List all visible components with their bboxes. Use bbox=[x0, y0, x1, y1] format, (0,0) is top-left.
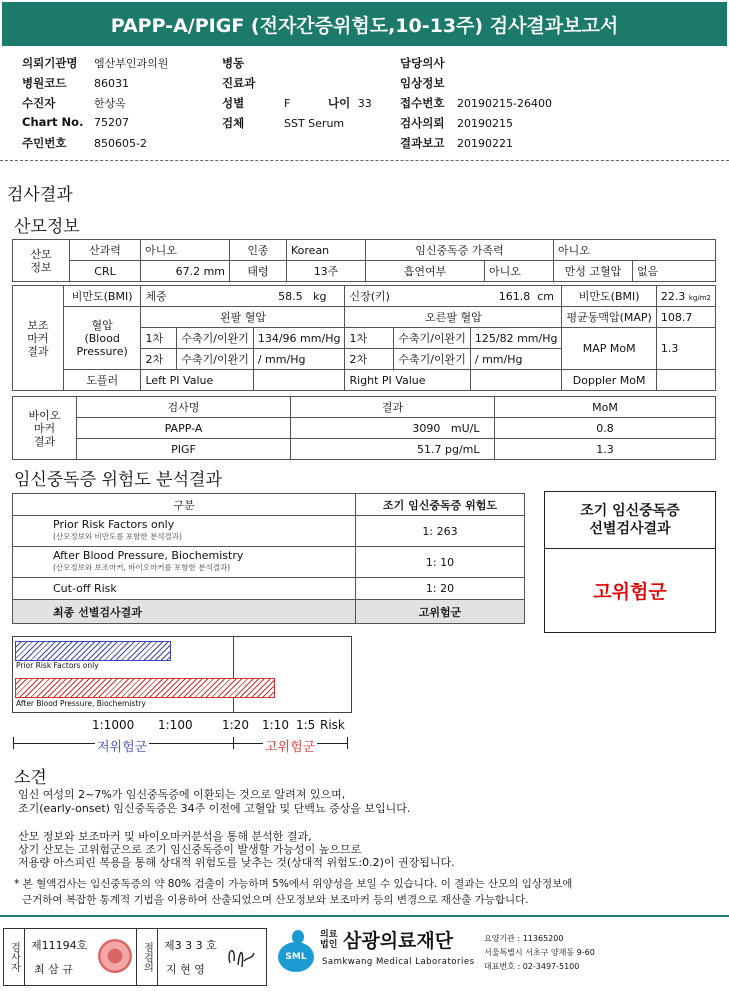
verdict-title: 조기 임신중독증 선별검사결과 bbox=[545, 492, 715, 549]
checker-license: 제3 3 3 호 bbox=[164, 939, 217, 952]
risk-row-name: Cut-off Risk bbox=[13, 578, 356, 600]
history-label: 산과력 bbox=[70, 240, 141, 261]
right-sysdia-1: 수축기/이완기 bbox=[394, 328, 470, 349]
header-field bbox=[222, 95, 290, 111]
bio-header-mom: MoM bbox=[495, 397, 716, 418]
bio-group-label: 바이오 마커 결과 bbox=[13, 397, 77, 460]
ga-label: 태령 bbox=[230, 261, 287, 282]
bio-result: 3090 bbox=[412, 421, 441, 435]
right-pi-label: Right PI Value bbox=[345, 370, 470, 391]
logo-icon: SML bbox=[278, 942, 314, 972]
section-opinion-title: 소견 bbox=[14, 768, 47, 788]
tick-label: 1:5 bbox=[296, 718, 316, 732]
height-label: 신장(키) bbox=[345, 286, 394, 307]
map-mom-value: 1.3 bbox=[656, 328, 715, 370]
right-round2: 2차 bbox=[345, 349, 394, 370]
bio-mom: 1.3 bbox=[495, 439, 716, 460]
header-field-label: 수진자 bbox=[22, 96, 56, 110]
risk-header-value: 조기 임신중독증 위험도 bbox=[356, 494, 525, 516]
header-field-label: 진료과 bbox=[222, 76, 256, 90]
org-english-name: Samkwang Medical Laboratories bbox=[322, 957, 475, 967]
header-field bbox=[22, 75, 129, 91]
signature-box bbox=[3, 928, 267, 986]
bio-result-cell bbox=[291, 439, 495, 460]
bio-result-cell bbox=[291, 418, 495, 439]
checker-name: 지 현 영 bbox=[166, 963, 205, 976]
bio-name: PIGF bbox=[77, 439, 291, 460]
family-history-label: 임신중독증 가족력 bbox=[366, 240, 554, 261]
risk-row-value: 1: 10 bbox=[356, 547, 525, 578]
header-field bbox=[22, 95, 126, 111]
risk-row-sub: (산모정보와 비만도를 포함한 분석결과) bbox=[53, 532, 182, 541]
header-field-value: SST Serum bbox=[284, 117, 345, 130]
bio-header-name: 검사명 bbox=[77, 397, 291, 418]
left-round1: 1차 bbox=[141, 328, 177, 349]
weight-value-cell bbox=[177, 286, 345, 307]
header-field bbox=[400, 115, 513, 131]
htn-label: 만성 고혈압 bbox=[554, 261, 633, 282]
maternal-group-label: 산모 정보 bbox=[13, 240, 70, 282]
checker-label: 점검의 bbox=[136, 929, 158, 985]
header-field-value: 850605-2 bbox=[94, 137, 147, 150]
header-field-label: 주민번호 bbox=[22, 136, 67, 150]
verdict-value: 고위험군 bbox=[593, 580, 667, 603]
header-field-value: 86031 bbox=[94, 77, 129, 90]
header-field-value: F bbox=[284, 97, 291, 110]
left-bp2-value: / mm/Hg bbox=[253, 349, 345, 370]
header-field-label: 의뢰기관명 bbox=[22, 56, 78, 70]
bio-mom: 0.8 bbox=[495, 418, 716, 439]
htn-value: 없음 bbox=[633, 261, 716, 282]
scale-tick-right bbox=[347, 737, 348, 749]
header-field-value: 엠산부인과의원 bbox=[94, 57, 169, 70]
header-field-label: 검사의뢰 bbox=[400, 116, 445, 130]
footer-divider bbox=[0, 915, 729, 917]
race-value: Korean bbox=[287, 240, 366, 261]
header-field-label: Chart No. bbox=[22, 115, 84, 129]
bmi-unit: kg/m2 bbox=[688, 293, 711, 302]
smoking-label: 흡연여부 bbox=[366, 261, 485, 282]
tester-label: 검사자 bbox=[4, 929, 25, 985]
bio-unit: mU/L bbox=[450, 421, 480, 435]
verdict-box bbox=[544, 491, 716, 633]
risk-row-name: Prior Risk Factors only bbox=[53, 518, 175, 531]
opinion-line: 상기 산모는 고위험군으로 조기 임신중독증이 발생할 가능성이 높으므로 bbox=[18, 843, 362, 856]
header-field bbox=[400, 135, 513, 151]
signature-mark bbox=[224, 939, 260, 975]
family-history-value: 아니오 bbox=[554, 240, 716, 261]
maternal-table bbox=[12, 239, 716, 282]
age-value: 33 bbox=[357, 97, 372, 110]
risk-row-value: 1: 20 bbox=[356, 578, 525, 600]
opinion-line: 저용량 아스피린 복용을 통해 상대적 위험도를 낮추는 것(상대적 위험도:0.2)이 권장됩니다. bbox=[18, 856, 455, 869]
header-field-value: 20190215-26400 bbox=[457, 97, 552, 110]
map-value: 108.7 bbox=[656, 307, 715, 328]
tester-license: 제11194호 bbox=[31, 939, 88, 952]
header-field-label: 결과보고 bbox=[400, 136, 445, 150]
tester-name: 최 삼 규 bbox=[34, 963, 73, 976]
header-field bbox=[400, 55, 457, 71]
header-field-value: 20190221 bbox=[457, 137, 513, 150]
risk-table bbox=[12, 493, 525, 624]
prior-risk-bar-label: Prior Risk Factors only bbox=[16, 661, 99, 670]
header-field-value: 20190215 bbox=[457, 117, 513, 130]
header-field-label: 임상정보 bbox=[400, 76, 445, 90]
right-bp-header: 오른팔 혈압 bbox=[345, 307, 562, 328]
table-row bbox=[13, 516, 525, 547]
right-sysdia-2: 수축기/이완기 bbox=[394, 349, 470, 370]
doppler-label: 도플러 bbox=[63, 370, 141, 391]
bio-header-result: 결과 bbox=[291, 397, 495, 418]
header-field-label: 성별 bbox=[222, 96, 245, 110]
table-row bbox=[13, 439, 716, 460]
header-field-label: 담당의사 bbox=[400, 56, 445, 70]
opinion-line: 조기(early-onset) 임신중독증은 34주 이전에 고혈압 및 단백뇨 증상을 보입니다. bbox=[18, 802, 411, 815]
left-pi-label: Left PI Value bbox=[141, 370, 253, 391]
header-field-label: 검체 bbox=[222, 116, 245, 130]
weight-label: 체중 bbox=[141, 286, 177, 307]
section-maternal-title: 산모정보 bbox=[14, 217, 80, 237]
org-logo bbox=[274, 928, 320, 976]
tick-label: 1:10 bbox=[262, 718, 289, 732]
header-field bbox=[222, 55, 284, 71]
bmi-value: 22.3 bbox=[660, 289, 686, 303]
header-field bbox=[400, 95, 552, 111]
map-label: 평균동맥압(MAP) bbox=[562, 307, 656, 328]
height-unit: cm bbox=[537, 289, 554, 303]
left-sysdia-1: 수축기/이완기 bbox=[177, 328, 253, 349]
bp-label: 혈압 (Blood Pressure) bbox=[63, 307, 141, 370]
org-type: 의료 법인 bbox=[320, 930, 338, 950]
org-phone: 대표번호 : 02-3497-5100 bbox=[484, 962, 580, 971]
header-field-value: 75207 bbox=[94, 116, 129, 129]
report-title: PAPP-A/PIGF (전자간증위험도,10-13주) 검사결과보고서 bbox=[2, 2, 727, 46]
scale-tick-left bbox=[13, 737, 14, 749]
bio-name: PAPP-A bbox=[77, 418, 291, 439]
left-bp-header: 왼팔 혈압 bbox=[141, 307, 345, 328]
table-row bbox=[13, 418, 716, 439]
opinion-line: 산모 정보와 보조마커 및 바이오마커분석을 통해 분석한 결과, bbox=[18, 830, 312, 843]
left-bp1-value: 134/96 mm/Hg bbox=[253, 328, 345, 349]
opinion-line: 임신 여성의 2~7%가 임신중독증에 이환되는 것으로 알려져 있으며, bbox=[18, 788, 346, 801]
header-field bbox=[222, 115, 344, 131]
high-risk-label: 고위험군 bbox=[263, 736, 317, 755]
header-field-label: 접수번호 bbox=[400, 96, 445, 110]
cutoff-line bbox=[233, 637, 234, 712]
risk-header-category: 구분 bbox=[13, 494, 356, 516]
final-result-row bbox=[13, 600, 525, 624]
disclaimer-line: 근거하여 복잡한 통계적 기법을 이용하여 산출되었으며 산모정보와 보조마커 등의 변경으로 재산출 가능합니다. bbox=[22, 894, 529, 906]
header-field bbox=[400, 75, 457, 91]
section-risk-title: 임신중독증 위험도 분석결과 bbox=[14, 470, 222, 490]
risk-chart bbox=[12, 636, 352, 713]
right-bp2-value: / mm/Hg bbox=[470, 349, 562, 370]
header-field-label: 병동 bbox=[222, 56, 245, 70]
header-divider bbox=[0, 160, 729, 161]
left-sysdia-2: 수축기/이완기 bbox=[177, 349, 253, 370]
smoking-value: 아니오 bbox=[485, 261, 554, 282]
map-mom-label: MAP MoM bbox=[562, 328, 656, 370]
risk-row-name: After Blood Pressure, Biochemistry bbox=[53, 549, 244, 562]
disclaimer-line: * 본 혈액검사는 임신중독증의 약 80% 검출이 가능하며 5%에서 위양성을 보일 수 있습니다. 이 결과는 산모의 임상정보에 bbox=[14, 878, 573, 890]
ga-value: 13주 bbox=[287, 261, 366, 282]
after-bp-bar bbox=[15, 678, 275, 698]
prior-risk-bar bbox=[15, 641, 171, 661]
header-field bbox=[22, 55, 168, 71]
header-field-label: 병원코드 bbox=[22, 76, 67, 90]
age-field bbox=[328, 95, 372, 111]
header-field-value: 한상옥 bbox=[94, 97, 126, 110]
tick-label: 1:1000 bbox=[92, 718, 135, 732]
seal-stamp bbox=[98, 939, 132, 973]
bmi-value-cell bbox=[656, 286, 715, 307]
crl-value: 67.2 mm bbox=[141, 261, 230, 282]
bio-unit: pg/mL bbox=[444, 442, 480, 456]
bmi-label: 비만도(BMI) bbox=[562, 286, 656, 307]
table-row bbox=[13, 547, 525, 578]
weight-unit: kg bbox=[313, 289, 327, 303]
logo-figure-icon bbox=[292, 930, 304, 944]
header-field bbox=[222, 75, 284, 91]
after-bp-bar-label: After Blood Pressure, Biochemistry bbox=[16, 699, 146, 708]
history-value: 아니오 bbox=[141, 240, 230, 261]
risk-row-sub: (산모정보와 보조마커, 바이오마커를 포함한 분석결과) bbox=[53, 563, 231, 572]
crl-label: CRL bbox=[70, 261, 141, 282]
tick-label: 1:20 bbox=[222, 718, 249, 732]
risk-row-value: 1: 263 bbox=[356, 516, 525, 547]
aux-marker-table bbox=[12, 285, 716, 391]
left-round2: 2차 bbox=[141, 349, 177, 370]
header-field bbox=[22, 115, 129, 129]
tick-label: 1:100 bbox=[158, 718, 193, 732]
bmi-row-label: 비만도(BMI) bbox=[63, 286, 141, 307]
bio-result: 51.7 bbox=[416, 442, 442, 456]
age-label: 나이 bbox=[328, 96, 351, 110]
doppler-mom-label: Doppler MoM bbox=[562, 370, 656, 391]
header-field bbox=[22, 135, 147, 151]
height-value: 161.8 bbox=[498, 289, 531, 303]
weight-value: 58.5 bbox=[278, 289, 303, 303]
tick-label: Risk bbox=[320, 718, 345, 732]
org-code: 요양기관 : 11365200 bbox=[484, 934, 564, 943]
final-result-label: 최종 선별검사결과 bbox=[13, 600, 356, 624]
race-label: 인종 bbox=[230, 240, 287, 261]
org-address: 서울특별시 서초구 양재동 9-60 bbox=[484, 948, 595, 957]
table-row bbox=[13, 578, 525, 600]
biomarker-table bbox=[12, 396, 716, 460]
scale-tick-mid bbox=[233, 737, 234, 749]
org-name: 삼광의료재단 bbox=[343, 930, 454, 952]
final-result-value: 고위험군 bbox=[356, 600, 525, 624]
height-value-cell bbox=[394, 286, 562, 307]
right-bp1-value: 125/82 mm/Hg bbox=[470, 328, 562, 349]
low-risk-label: 저위험군 bbox=[95, 736, 149, 755]
aux-group-label: 보조 마커 결과 bbox=[13, 286, 64, 391]
right-round1: 1차 bbox=[345, 328, 394, 349]
section-result-title: 검사결과 bbox=[7, 185, 73, 205]
